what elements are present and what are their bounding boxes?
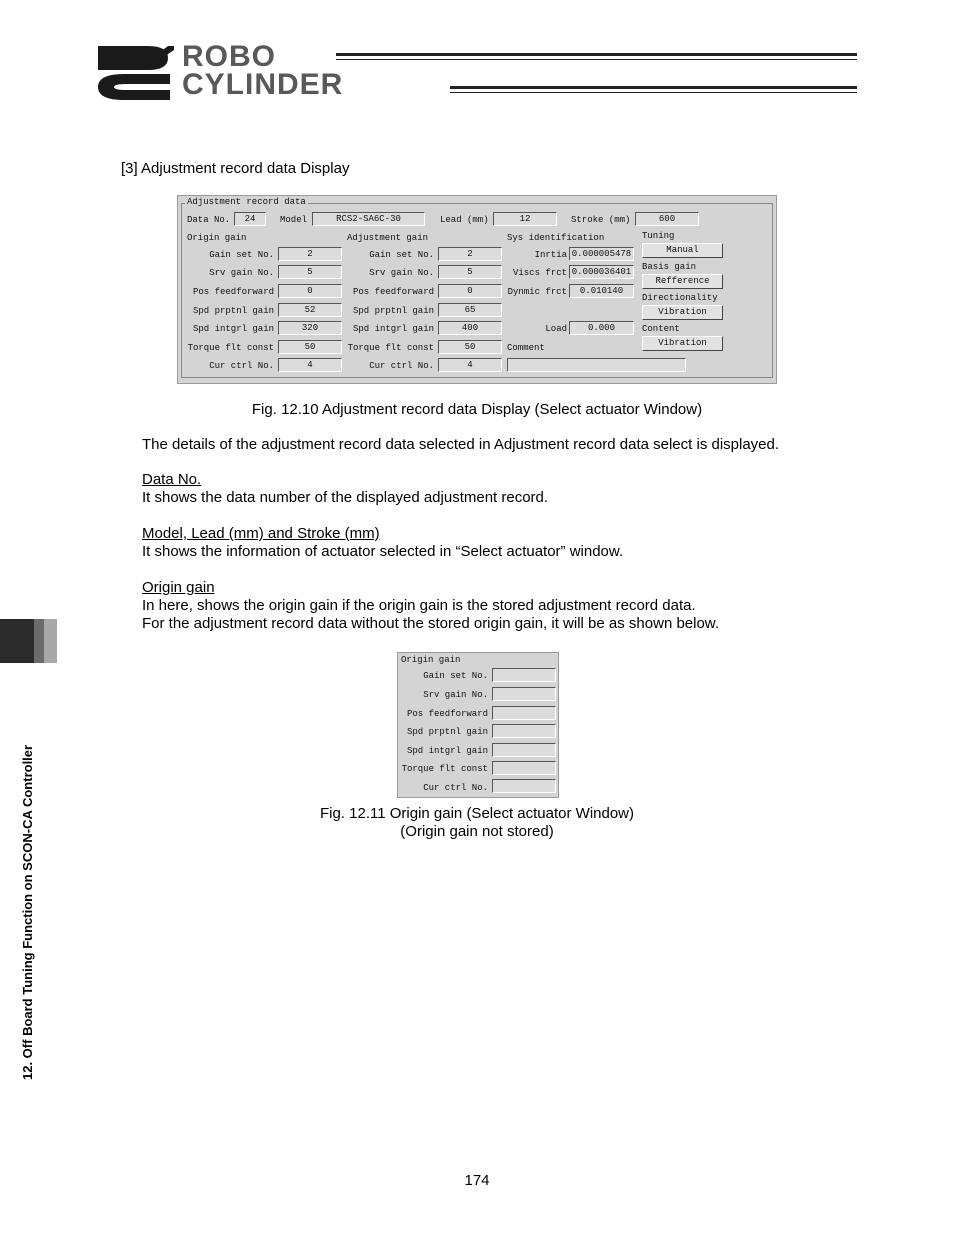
origin-row-value: 50 (278, 340, 342, 354)
empty-row-field (492, 761, 556, 775)
adjust-row-label: Pos feedforward (352, 287, 434, 297)
load-field: 0.000 (569, 321, 634, 335)
data-no-text: It shows the data number of the displayed adjustment record. (142, 489, 549, 506)
comment-label: Comment (507, 343, 545, 353)
sys-row-value: 0.000036401 (569, 265, 634, 279)
load-label: Load (545, 324, 567, 334)
empty-row-label: Spd prptnl gain (406, 727, 488, 737)
adjust-row-label: Srv gain No. (369, 268, 434, 278)
empty-row-label: Spd intgrl gain (406, 746, 488, 756)
adjust-row-value: 65 (438, 303, 502, 317)
model-field: RCS2-SA6C-30 (312, 212, 425, 226)
adjustment-gain-title: Adjustment gain (347, 233, 429, 243)
adjust-row-label: Torque flt const (347, 343, 434, 353)
origin-gain-heading: Origin gain (142, 579, 215, 596)
origin-row-value: 4 (278, 358, 342, 372)
origin-row-label: Srv gain No. (209, 268, 274, 278)
lead-field: 12 (493, 212, 557, 226)
basis-gain-value: Refference (642, 274, 723, 289)
logo-cylinder-text: CYLINDER (182, 68, 344, 101)
origin-row-label: Spd intgrl gain (192, 324, 274, 334)
data-no-field: 24 (234, 212, 266, 226)
content-label: Content (642, 324, 680, 334)
empty-row-label: Srv gain No. (423, 690, 488, 700)
adjust-row-label: Spd intgrl gain (352, 324, 434, 334)
sys-row-label: Viscs frct (512, 268, 567, 278)
header-rule-bottom (450, 86, 857, 89)
adjust-row-value: 50 (438, 340, 502, 354)
directionality-value: Vibration (642, 305, 723, 320)
tuning-label: Tuning (642, 231, 675, 241)
empty-row-label: Cur ctrl No. (423, 783, 488, 793)
origin-row-value: 5 (278, 265, 342, 279)
adjust-row-value: 2 (438, 247, 502, 261)
adjust-row-value: 0 (438, 284, 502, 298)
sys-row-value: 0.000005478 (569, 247, 634, 261)
comment-field (507, 358, 686, 372)
origin-row-label: Gain set No. (209, 250, 274, 260)
side-chapter-title: 12. Off Board Tuning Function on SCON-CA Controller (20, 744, 35, 1080)
basis-gain-label: Basis gain (642, 262, 697, 272)
origin-row-label: Torque flt const (187, 343, 274, 353)
section-heading: [3] Adjustment record data Display (121, 160, 350, 177)
figure-12-10-caption: Fig. 12.10 Adjustment record data Display (Select actuator Window) (251, 401, 703, 418)
sys-row-label: Dynmic frct (507, 287, 567, 297)
rc-logo-mark (96, 44, 176, 100)
data-no-heading: Data No. (142, 471, 202, 488)
adjust-row-value: 5 (438, 265, 502, 279)
empty-row-label: Pos feedforward (406, 709, 488, 719)
origin-row-value: 52 (278, 303, 342, 317)
side-tab-block-mid (34, 619, 44, 663)
origin-gain-text-1: In here, shows the origin gain if the origin gain is the stored adjustment record data. (142, 597, 696, 614)
header-rule-bottom-thin (450, 92, 857, 93)
origin-gain-title: Origin gain (187, 233, 247, 243)
origin-row-value: 320 (278, 321, 342, 335)
origin-row-label: Cur ctrl No. (209, 361, 274, 371)
origin-row-value: 0 (278, 284, 342, 298)
stroke-field: 600 (635, 212, 699, 226)
content-value: Vibration (642, 336, 723, 351)
group-title: Adjustment record data (187, 197, 306, 207)
adjust-row-value: 400 (438, 321, 502, 335)
logo-robo-text: ROBO (182, 40, 276, 73)
adjust-row-label: Gain set No. (369, 250, 434, 260)
header-rule-top-thin (336, 59, 857, 60)
empty-row-field (492, 668, 556, 682)
adjust-row-label: Spd prptnl gain (352, 306, 434, 316)
empty-row-field (492, 706, 556, 720)
directionality-label: Directionality (642, 293, 718, 303)
header-rule-top (336, 53, 857, 56)
empty-row-field (492, 743, 556, 757)
adjust-row-value: 4 (438, 358, 502, 372)
empty-row-field (492, 724, 556, 738)
figure-12-11-caption: Fig. 12.11 Origin gain (Select actuator Window) (319, 805, 635, 822)
side-tab-block-dark (0, 619, 34, 663)
empty-row-field (492, 687, 556, 701)
model-label: Model (280, 215, 308, 225)
side-tab-block-light (44, 619, 57, 663)
origin-row-value: 2 (278, 247, 342, 261)
tuning-value: Manual (642, 243, 723, 258)
origin-gain-text-2: For the adjustment record data without the stored origin gain, it will be as shown below. (142, 615, 719, 632)
intro-paragraph: The details of the adjustment record data selected in Adjustment record data select is displayed. (142, 436, 780, 453)
origin-row-label: Spd prptnl gain (192, 306, 274, 316)
empty-row-label: Gain set No. (423, 671, 488, 681)
lead-label: Lead (mm) (440, 215, 489, 225)
sys-identification-title: Sys identification (507, 233, 605, 243)
origin-gain-window (397, 652, 559, 798)
page-number: 174 (464, 1172, 490, 1189)
data-no-label: Data No. (187, 215, 231, 225)
adjust-row-label: Cur ctrl No. (369, 361, 434, 371)
sys-row-label: Inrtia (534, 250, 567, 260)
adjustment-record-window (177, 195, 777, 384)
sys-row-value: 0.010140 (569, 284, 634, 298)
origin-row-label: Pos feedforward (192, 287, 274, 297)
origin-gain-window-title: Origin gain (401, 655, 461, 665)
empty-row-field (492, 779, 556, 793)
empty-row-label: Torque flt const (401, 764, 488, 774)
stroke-label: Stroke (mm) (571, 215, 631, 225)
model-text: It shows the information of actuator selected in “Select actuator” window. (142, 543, 624, 560)
model-heading: Model, Lead (mm) and Stroke (mm) (142, 525, 380, 542)
figure-12-11-subcaption: (Origin gain not stored) (400, 823, 554, 840)
